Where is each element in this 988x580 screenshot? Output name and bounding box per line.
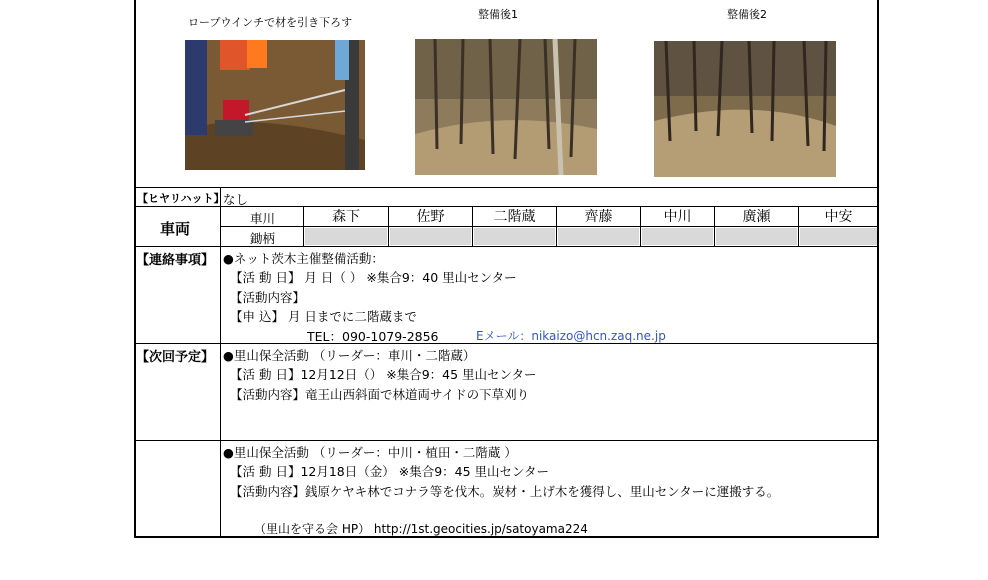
grid-line xyxy=(714,206,715,246)
grid-line xyxy=(556,206,557,246)
hiyari-value: なし xyxy=(223,192,249,207)
grid-line xyxy=(134,187,879,188)
member-name: 中川 xyxy=(663,209,692,225)
member-name: 中安 xyxy=(824,209,853,225)
grid-line xyxy=(388,206,389,246)
grid-line xyxy=(220,187,221,538)
winch-photo-art xyxy=(185,40,365,170)
shade-cell xyxy=(716,228,797,245)
contact-line: 【申 込】 月 日までに二階蔵まで xyxy=(230,309,417,324)
shade-cell xyxy=(305,228,387,245)
photo3-caption: 整備後2 xyxy=(727,8,767,21)
forest-photo-1-art xyxy=(415,39,597,175)
shade-cell xyxy=(474,228,555,245)
vehicle-label: 車両 xyxy=(160,220,191,238)
forest-photo-2-art xyxy=(654,41,836,177)
member-name: 二階蔵 xyxy=(493,209,536,225)
photo2-caption: 整備後1 xyxy=(478,8,518,21)
grid-line xyxy=(134,440,879,441)
grid-line xyxy=(640,206,641,246)
contact-line: ●ネット茨木主催整備活動： xyxy=(223,251,384,266)
homepage-link[interactable]: （里山を守る会 HP） http://1st.geocities.jp/satoyama224 xyxy=(254,522,588,536)
vehicle-driver-2: 鋤柄 xyxy=(250,231,276,246)
next-line: ●里山保全活動 （リーダー：車川・二階蔵） xyxy=(223,348,476,363)
contact-label: 【連絡事項】 xyxy=(136,253,215,268)
member-name: 廣瀬 xyxy=(742,209,771,225)
member-name: 佐野 xyxy=(416,209,445,225)
grid-line xyxy=(303,206,304,246)
contact-line: 【活 動 日】 月 日（ ） ※集合9：40 里山センター xyxy=(230,270,517,285)
vehicle-driver-1: 車川 xyxy=(250,211,276,226)
contact-email[interactable]: Eメール：nikaizo@hcn.zaq.ne.jp xyxy=(476,329,666,343)
grid-line xyxy=(798,206,799,246)
next-label: 【次回予定】 xyxy=(136,350,215,365)
shade-cell xyxy=(390,228,471,245)
member-name: 森下 xyxy=(332,209,360,225)
photo1-caption: ロープウインチで材を引き下ろす xyxy=(188,16,353,29)
forest-photo-2 xyxy=(654,41,836,177)
grid-line xyxy=(472,206,473,246)
shade-cell xyxy=(558,228,639,245)
forest-photo-1 xyxy=(415,39,597,175)
next-line: 【活動内容】竜王山西斜面で林道両サイドの下草刈り xyxy=(230,387,530,402)
member-name: 齊藤 xyxy=(584,209,613,225)
next2-line: 【活 動 日】12月18日（金） ※集合9：45 里山センター xyxy=(230,464,550,479)
grid-line xyxy=(220,226,879,227)
contact-tel: TEL：090-1079-2856 xyxy=(307,329,439,344)
next2-line: ●里山保全活動 （リーダー：中川・植田・二階蔵 ） xyxy=(223,445,517,460)
grid-line xyxy=(134,246,879,247)
winch-photo xyxy=(185,40,365,170)
shade-cell xyxy=(800,228,877,245)
next-line: 【活 動 日】12月12日（） ※集合9：45 里山センター xyxy=(230,367,537,382)
contact-line: 【活動内容】 xyxy=(230,290,306,305)
next2-line: 【活動内容】銭原ケヤキ林でコナラ等を伐木。炭材・上げ木を獲得し、里山センターに運搬する。 xyxy=(230,484,780,499)
shade-cell xyxy=(642,228,713,245)
hiyari-label: 【ヒヤリハット】 xyxy=(137,192,225,205)
